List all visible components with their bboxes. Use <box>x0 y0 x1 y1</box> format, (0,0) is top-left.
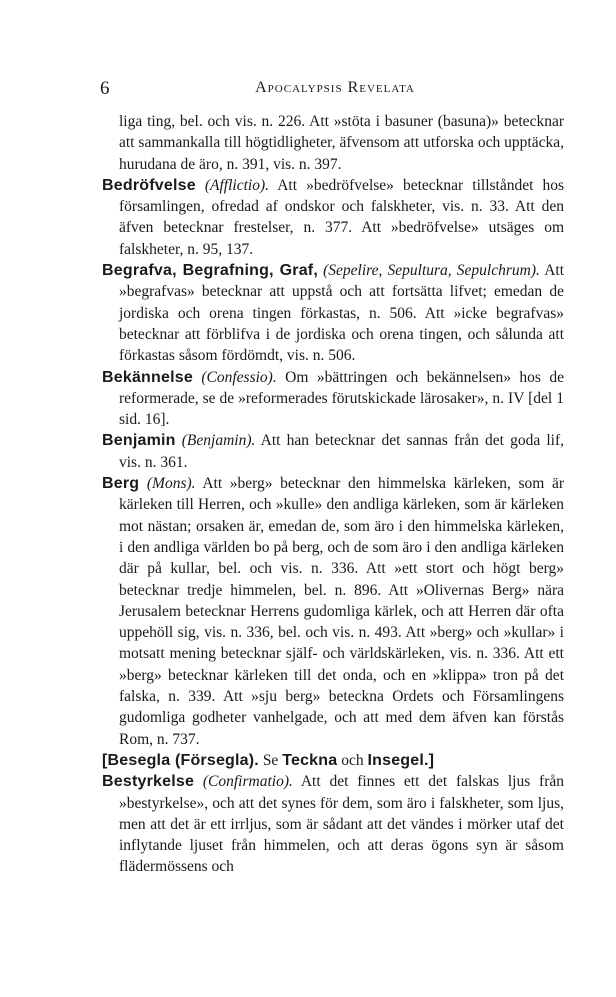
headword: Bekännelse <box>102 368 193 386</box>
entry-text: Om »bättringen och bekännelsen» hos de reformerade, se de »reformerades förutskickade lärosaker», n. IV [del 1 sid. 16]. <box>119 368 565 429</box>
index-entry-bekannelse <box>102 367 564 431</box>
headword: Bestyrkelse <box>102 773 195 791</box>
entry-text: Att han betecknar det sannas från det goda lif, vis. n. 361. <box>119 432 564 471</box>
page-header <box>100 78 570 104</box>
latin-gloss: (Confessio). <box>201 368 277 386</box>
joiner-text: och <box>341 751 364 769</box>
entry-text: Att »bedröfvelse» betecknar tillståndet hos församlingen, ofredad af ondskor och falskheter, vis. n. 33. Att den äfven betecknar frestelser, n. 377. Att »bedröfvelse» utsäges om falskheter, n. 95, 137. <box>119 176 564 258</box>
see-text: Se <box>262 751 279 769</box>
latin-gloss: (Mons). <box>146 475 196 493</box>
page-number: 6 <box>100 78 110 99</box>
headword: Begrafva, Begrafning, Graf, <box>102 262 318 280</box>
latin-gloss: (Afflictio). <box>204 176 270 194</box>
index-entry-bedrofvelse <box>102 175 564 260</box>
index-entry-benjamin <box>102 430 564 473</box>
headword: Bedröfvelse <box>102 176 196 194</box>
entry-text: Att det finnes ett det falskas ljus från »bestyrkelse», och att det synes för dem, som äro i falskheter, som ljus, men att det är ett irrljus, som är sådant att det vändes i mörker utaf det inflytande ljuset från himmelen, och att deras ögons syn är såsom flädermössens och <box>119 773 564 876</box>
headword: Benjamin <box>102 432 176 450</box>
index-entry-berg <box>102 473 564 750</box>
continuation-paragraph: liga ting, bel. och vis. n. 226. Att »stöta i basuner (basuna)» betecknar att sammankalla till högtidligheter, äfvensom att utforska och upptäcka, hurudana de äro, n. 391, vis. n. 397. <box>119 113 564 173</box>
entry-text: Att »begrafvas» betecknar att uppstå och att fortsätta lifvet; emedan de jordiska och orena tingen förkastas, n. 506. Att »icke begrafvas» betecknar att förblifva i de jordiska och orena tingen, och sålunda att förkastas såsom fördömdt, vis. n. 506. <box>119 262 564 365</box>
cross-reference-besegla <box>102 750 564 771</box>
cross-ref-teckna: Teckna <box>282 751 338 769</box>
entry-text: Att »berg» betecknar den himmelska kärleken, som är kärleken till Herren, och »kulle» den andliga kärleken, som är kärleken mot nästan; orsaken är, emedan de, som äro i den himmelska kärleken, i den andliga världen bo på berg, och de som äro i den andliga kärleken där på kullar, bel. och vis. n. 336. Att »ett stort och högt berg» betecknar tredje himmelen, bel. n. 896. Att »Olivernas Berg» nära Jerusalem betecknar Herrens gudomliga kärlek, och att Herren där ofta uppehöll sig, vis. n. 336, bel. och vis. n. 493. Att »berg» och »kullar» i motsatt mening betecknar själf- och världskärleken, vis. n. 336. Att ett »berg» betecknar kärleken till det onda, och en »klippa» tron på det falska, n. 339. Att »sju berg» beteckna Ordets och Församlingens gudomliga godheter vanhelgade, och att med dem äfven kan förstås Rom, n. 737. <box>119 475 565 748</box>
cross-ref-insegel: Insegel.] <box>367 751 435 769</box>
latin-gloss: (Benjamin). <box>181 432 256 450</box>
headword: [Besegla (Försegla). <box>102 751 259 769</box>
headword: Berg <box>102 475 140 493</box>
running-title: Apocalypsis Revelata <box>255 79 415 96</box>
latin-gloss: (Confirmatio). <box>202 773 293 791</box>
index-entry-begrafva <box>102 260 564 366</box>
index-text <box>102 111 564 878</box>
index-entry-bestyrkelse <box>102 771 564 877</box>
latin-gloss: (Sepelire, Sepultura, Sepulchrum). <box>323 262 540 280</box>
